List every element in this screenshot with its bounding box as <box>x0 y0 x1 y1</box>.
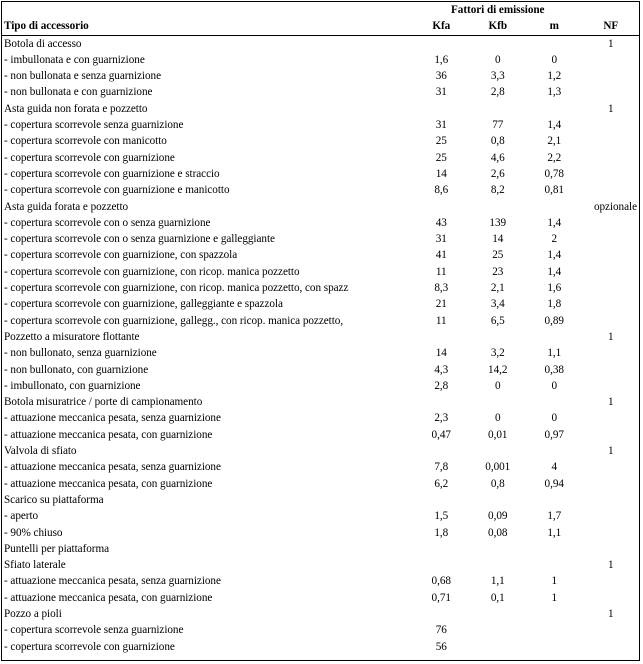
row-kfa-cell <box>413 606 470 622</box>
row-kfa-cell: 7,8 <box>434 461 449 474</box>
table-row <box>2 362 639 378</box>
row-m-cell <box>526 557 583 573</box>
table-row <box>2 573 639 589</box>
row-m-cell: 2,1 <box>547 135 562 148</box>
row-kfb-cell: 0,8 <box>490 135 505 148</box>
table-row <box>2 590 639 606</box>
row-type-cell: Asta guida non forata e pozzetto <box>4 102 148 115</box>
row-type-cell: Scarico su piattaforma <box>4 493 104 506</box>
table-row <box>2 150 639 166</box>
row-m-cell <box>526 606 583 622</box>
row-type-cell: - non bullonata e senza guarnizione <box>4 70 161 83</box>
row-nf-cell <box>583 508 640 524</box>
emission-factors-table <box>2 2 639 655</box>
row-type-cell: - copertura scorrevole con guarnizione <box>4 640 175 653</box>
row-type-cell: - copertura scorrevole con guarnizione, con ricop. manica pozzetto <box>4 265 300 278</box>
row-kfa-cell: 11 <box>435 265 447 278</box>
row-kfb-cell: 3,3 <box>490 70 505 83</box>
row-type-cell: Pozzetto a misuratore flottante <box>4 330 140 343</box>
row-nf-cell <box>583 427 640 443</box>
row-type-cell: - copertura scorrevole con guarnizione e manicotto <box>4 184 230 197</box>
table-row <box>2 622 639 638</box>
row-kfb-cell: 0,8 <box>490 477 505 490</box>
row-m-cell: 1,4 <box>547 265 562 278</box>
row-m-cell: 1,4 <box>547 249 562 262</box>
row-type-cell: Asta guida forata e pozzetto <box>4 200 129 213</box>
row-kfb-cell: 2,6 <box>490 167 505 180</box>
row-kfa-cell: 43 <box>435 216 447 229</box>
row-kfa-cell <box>413 35 470 52</box>
row-kfa-cell: 4,3 <box>434 363 449 376</box>
header-spacer <box>2 2 413 18</box>
row-kfa-cell: 11 <box>435 314 447 327</box>
row-nf-cell <box>583 573 640 589</box>
row-type-cell: - copertura scorrevole con guarnizione <box>4 151 175 164</box>
row-kfb-cell: 1,1 <box>490 575 505 588</box>
row-nf-cell: 1 <box>607 37 614 50</box>
row-m-cell <box>526 639 583 655</box>
row-type-cell: - copertura scorrevole con o senza guarnizione e galleggiante <box>4 233 275 246</box>
row-kfb-cell: 0,01 <box>488 428 508 441</box>
row-nf-cell <box>583 378 640 394</box>
row-nf-cell: 1 <box>607 330 614 343</box>
row-m-cell: 1,6 <box>547 282 562 295</box>
table-row <box>2 329 639 345</box>
row-m-cell: 0,38 <box>544 363 564 376</box>
row-type-cell: Puntelli per piattaforma <box>4 542 110 555</box>
row-m-cell: 1,1 <box>547 347 562 360</box>
row-kfb-cell: 25 <box>492 249 504 262</box>
row-kfa-cell <box>413 492 470 508</box>
row-nf-cell <box>583 492 640 508</box>
row-kfa-cell <box>413 329 470 345</box>
row-kfa-cell: 0,71 <box>431 591 451 604</box>
table-row <box>2 313 639 329</box>
row-kfa-cell: 41 <box>435 249 447 262</box>
row-m-cell: 0,97 <box>544 428 564 441</box>
row-kfa-cell: 14 <box>435 167 447 180</box>
row-nf-cell <box>583 541 640 557</box>
row-type-cell: - copertura scorrevole senza guarnizione <box>4 119 184 132</box>
row-kfb-cell <box>470 492 527 508</box>
row-kfa-cell <box>413 101 470 117</box>
row-type-cell: - attuazione meccanica pesata, con guarnizione <box>4 477 213 490</box>
table-row <box>2 606 639 622</box>
row-kfb-cell: 3,4 <box>490 298 505 311</box>
row-kfa-cell: 1,5 <box>434 510 449 523</box>
header-col-kfb: Kfb <box>470 18 527 35</box>
row-kfa-cell <box>413 557 470 573</box>
table-body <box>2 35 639 655</box>
row-m-cell: 1,4 <box>547 119 562 132</box>
row-type-cell: Botola di accesso <box>4 37 82 50</box>
table-row <box>2 166 639 182</box>
row-kfb-cell: 3,2 <box>490 347 505 360</box>
row-kfa-cell: 2,8 <box>434 379 449 392</box>
row-nf-cell: 1 <box>607 607 614 620</box>
row-m-cell <box>526 101 583 117</box>
row-nf-cell <box>583 525 640 541</box>
row-type-cell: - attuazione meccanica pesata, senza guarnizione <box>4 575 221 588</box>
row-kfa-cell: 21 <box>435 298 447 311</box>
row-nf-cell: opzionale <box>593 200 637 213</box>
row-m-cell <box>526 394 583 410</box>
header-col-kfa: Kfa <box>413 18 470 35</box>
row-nf-cell <box>583 296 640 312</box>
row-kfb-cell: 77 <box>492 119 504 132</box>
row-m-cell: 0,89 <box>544 314 564 327</box>
row-m-cell <box>526 329 583 345</box>
row-m-cell: 0 <box>551 412 558 425</box>
table-row <box>2 264 639 280</box>
table-row <box>2 247 639 263</box>
table-row <box>2 476 639 492</box>
table-row <box>2 541 639 557</box>
table-row <box>2 68 639 84</box>
row-nf-cell <box>583 476 640 492</box>
table-row <box>2 199 639 215</box>
row-nf-cell: 1 <box>607 396 614 409</box>
table-row <box>2 101 639 117</box>
row-type-cell: - non bullonato, con guarnizione <box>4 363 149 376</box>
row-nf-cell <box>583 280 640 296</box>
row-nf-cell <box>583 590 640 606</box>
row-kfb-cell: 8,2 <box>490 184 505 197</box>
row-type-cell: - copertura scorrevole con guarnizione, con ricop. manica pozzetto, con spazz <box>4 282 349 295</box>
row-m-cell: 1 <box>551 575 558 588</box>
row-nf-cell <box>583 362 640 378</box>
row-m-cell: 0 <box>551 53 558 66</box>
row-m-cell <box>526 492 583 508</box>
row-nf-cell <box>583 52 640 68</box>
row-kfb-cell <box>470 639 527 655</box>
row-kfa-cell: 0,47 <box>431 428 451 441</box>
row-type-cell: - copertura scorrevole con guarnizione, con spazzola <box>4 249 238 262</box>
row-m-cell: 0,81 <box>544 184 564 197</box>
row-kfb-cell: 6,5 <box>490 314 505 327</box>
row-nf-cell <box>583 639 640 655</box>
row-type-cell: - copertura scorrevole con manicotto <box>4 135 167 148</box>
table-row <box>2 508 639 524</box>
row-nf-cell <box>583 150 640 166</box>
row-type-cell: Sfiato laterale <box>4 559 66 572</box>
row-m-cell <box>526 541 583 557</box>
row-kfa-cell: 25 <box>435 135 447 148</box>
row-type-cell: - imbullonato, con guarnizione <box>4 379 141 392</box>
header-row-group <box>2 2 639 18</box>
header-col-m: m <box>526 18 583 35</box>
row-kfa-cell <box>413 541 470 557</box>
row-nf-cell <box>583 133 640 149</box>
table-row <box>2 35 639 52</box>
row-m-cell: 1 <box>551 591 558 604</box>
row-kfa-cell: 0,68 <box>431 575 451 588</box>
emission-factors-table-frame <box>1 1 640 661</box>
row-m-cell: 0,94 <box>544 477 564 490</box>
table-row <box>2 280 639 296</box>
row-nf-cell <box>583 622 640 638</box>
row-type-cell: Valvola di sfiato <box>4 445 77 458</box>
row-kfb-cell: 0 <box>494 412 501 425</box>
row-m-cell: 1,1 <box>547 526 562 539</box>
row-nf-cell <box>583 410 640 426</box>
row-kfa-cell: 1,8 <box>434 526 449 539</box>
row-kfb-cell: 14 <box>492 233 504 246</box>
row-nf-cell <box>583 182 640 198</box>
row-nf-cell <box>583 84 640 100</box>
row-m-cell: 0,78 <box>544 167 564 180</box>
row-type-cell: - imbullonata e con guarnizione <box>4 53 145 66</box>
row-nf-cell <box>583 264 640 280</box>
row-nf-cell <box>583 247 640 263</box>
row-kfb-cell: 2,8 <box>490 86 505 99</box>
row-kfa-cell <box>413 443 470 459</box>
table-row <box>2 84 639 100</box>
row-kfb-cell: 0,1 <box>490 591 505 604</box>
row-m-cell: 1,4 <box>547 216 562 229</box>
row-kfb-cell: 23 <box>492 265 504 278</box>
row-nf-cell <box>583 166 640 182</box>
row-m-cell: 0 <box>551 379 558 392</box>
row-kfb-cell <box>470 622 527 638</box>
row-m-cell: 2,2 <box>547 151 562 164</box>
row-nf-cell: 1 <box>607 559 614 572</box>
row-type-cell: - attuazione meccanica pesata, con guarnizione <box>4 428 213 441</box>
row-type-cell: - copertura scorrevole con guarnizione e straccio <box>4 167 220 180</box>
header-row-columns <box>2 18 639 35</box>
row-type-cell: - copertura scorrevole con o senza guarnizione <box>4 216 211 229</box>
table-row <box>2 345 639 361</box>
row-nf-cell: 1 <box>607 445 614 458</box>
row-kfb-cell <box>470 394 527 410</box>
row-m-cell: 1,3 <box>547 86 562 99</box>
row-kfa-cell: 31 <box>435 119 447 132</box>
row-kfb-cell <box>470 541 527 557</box>
row-kfa-cell: 8,6 <box>434 184 449 197</box>
row-kfb-cell: 0,001 <box>485 461 511 474</box>
table-row <box>2 52 639 68</box>
row-m-cell <box>526 622 583 638</box>
row-type-cell: Botola misuratrice / porte di campionamento <box>4 396 203 409</box>
row-kfb-cell <box>470 35 527 52</box>
row-kfb-cell <box>470 101 527 117</box>
row-kfa-cell: 25 <box>435 151 447 164</box>
row-kfb-cell: 0,08 <box>488 526 508 539</box>
row-type-cell: Pozzo a pioli <box>4 607 62 620</box>
row-type-cell: - attuazione meccanica pesata, senza guarnizione <box>4 461 221 474</box>
row-kfb-cell: 0 <box>494 379 501 392</box>
row-type-cell: - attuazione meccanica pesata, con guarnizione <box>4 591 213 604</box>
row-type-cell: - copertura scorrevole con guarnizione, gallegg., con ricop. manica pozzetto, <box>4 314 344 327</box>
row-m-cell <box>526 199 583 215</box>
row-m-cell <box>526 35 583 52</box>
row-kfb-cell <box>470 557 527 573</box>
row-type-cell: - 90% chiuso <box>4 526 63 539</box>
row-kfa-cell: 14 <box>435 347 447 360</box>
table-row <box>2 394 639 410</box>
row-kfa-cell: 8,3 <box>434 282 449 295</box>
header-spacer-nf <box>583 2 640 18</box>
row-kfa-cell: 76 <box>435 624 447 637</box>
row-kfb-cell: 139 <box>489 216 507 229</box>
row-kfa-cell: 6,2 <box>434 477 449 490</box>
header-col-type: Tipo di accessorio <box>2 18 413 35</box>
row-kfa-cell: 56 <box>435 640 447 653</box>
table-row <box>2 117 639 133</box>
row-kfa-cell: 31 <box>435 233 447 246</box>
header-group-title: Fattori di emissione <box>451 4 545 16</box>
row-type-cell: - copertura scorrevole con guarnizione, galleggiante e spazzola <box>4 298 283 311</box>
table-row <box>2 459 639 475</box>
row-kfa-cell: 1,6 <box>434 53 449 66</box>
row-nf-cell <box>583 345 640 361</box>
row-m-cell: 1,2 <box>547 70 562 83</box>
table-row <box>2 182 639 198</box>
row-nf-cell <box>583 313 640 329</box>
row-type-cell: - attuazione meccanica pesata, senza guarnizione <box>4 412 221 425</box>
table-row <box>2 410 639 426</box>
row-m-cell <box>526 443 583 459</box>
row-type-cell: - copertura scorrevole senza guarnizione <box>4 624 184 637</box>
table-row <box>2 215 639 231</box>
table-row <box>2 443 639 459</box>
row-kfb-cell: 0,09 <box>488 510 508 523</box>
table-row <box>2 639 639 655</box>
header-col-nf: NF <box>583 18 640 35</box>
table-row <box>2 296 639 312</box>
table-row <box>2 378 639 394</box>
row-kfb-cell: 0 <box>494 53 501 66</box>
row-nf-cell <box>583 68 640 84</box>
row-kfb-cell: 4,6 <box>490 151 505 164</box>
row-kfa-cell: 31 <box>435 86 447 99</box>
table-row <box>2 133 639 149</box>
row-m-cell: 2 <box>551 233 558 246</box>
row-kfb-cell <box>470 329 527 345</box>
row-m-cell: 1,8 <box>547 298 562 311</box>
row-type-cell: - non bullonato, senza guarnizione <box>4 347 157 360</box>
row-nf-cell <box>583 231 640 247</box>
row-kfb-cell <box>470 606 527 622</box>
row-kfb-cell <box>470 443 527 459</box>
row-kfb-cell: 14,2 <box>488 363 508 376</box>
row-type-cell: - non bullonata e con guarnizione <box>4 86 153 99</box>
row-nf-cell <box>583 117 640 133</box>
row-m-cell: 4 <box>551 461 558 474</box>
row-kfa-cell <box>413 394 470 410</box>
table-row <box>2 231 639 247</box>
row-m-cell: 1,7 <box>547 510 562 523</box>
table-row <box>2 525 639 541</box>
row-nf-cell <box>583 459 640 475</box>
row-kfa-cell: 36 <box>435 70 447 83</box>
table-row <box>2 557 639 573</box>
row-kfb-cell <box>470 199 527 215</box>
row-kfb-cell: 2,1 <box>490 282 505 295</box>
row-nf-cell <box>583 215 640 231</box>
row-type-cell: - aperto <box>4 510 39 523</box>
row-nf-cell: 1 <box>607 102 614 115</box>
table-row <box>2 492 639 508</box>
row-kfa-cell: 2,3 <box>434 412 449 425</box>
table-row <box>2 427 639 443</box>
row-kfa-cell <box>413 199 470 215</box>
